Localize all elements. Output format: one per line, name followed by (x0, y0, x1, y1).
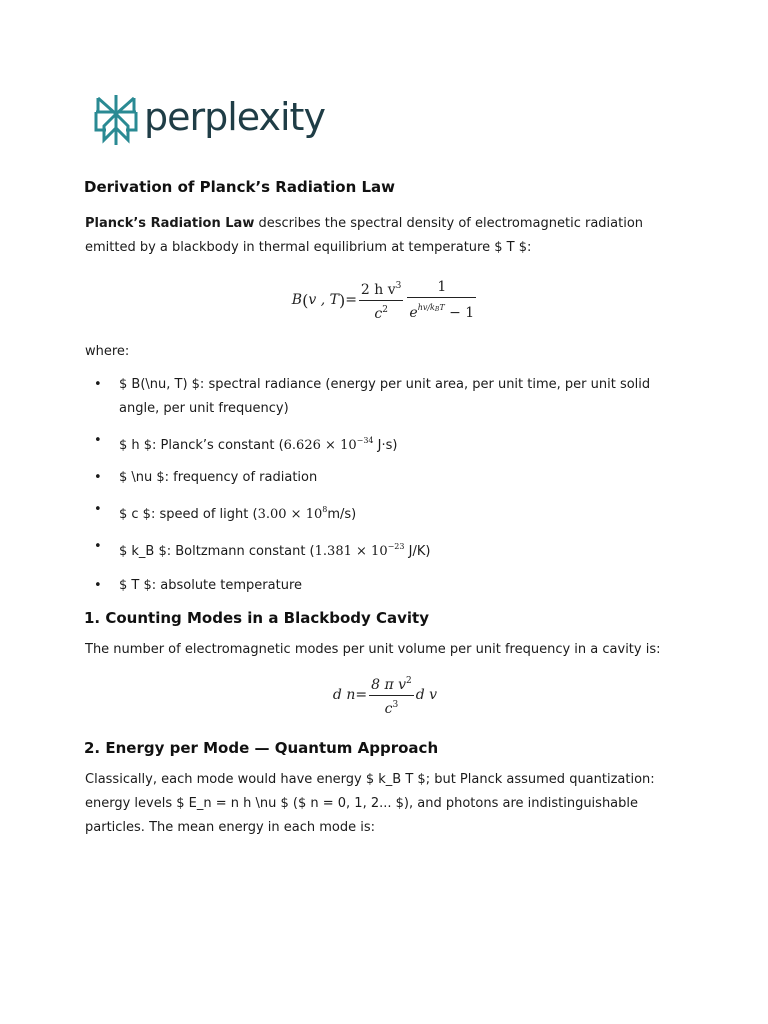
eq-frac2-num: 1 (407, 279, 476, 298)
eq-fraction-2 (407, 279, 476, 322)
eq-modes-num-exp: 2 (406, 675, 412, 686)
intro-bold-term: Planck’s Radiation Law (85, 216, 255, 231)
list-item: • $ T $: absolute temperature (85, 574, 685, 598)
eq-fraction-1 (359, 278, 403, 323)
eq-equals: = (345, 292, 357, 308)
section-1-title: 1. Counting Modes in a Blackbody Cavity (84, 609, 429, 627)
eq-modes-den-exp: 3 (392, 699, 399, 710)
variables-list (85, 373, 685, 598)
list-item: • $ B(\nu, T) $: spectral radiance (energy per unit area, per unit time, per unit solid angle, per unit frequency) (85, 373, 685, 421)
list-item: • $ \nu $: frequency of radiation (85, 466, 685, 490)
eq-modes-num: 8 π v (371, 676, 407, 693)
eq-frac2-exp: hv/k (417, 302, 435, 312)
eq-frac2-den-base: e (409, 304, 418, 321)
eq-modes-lhs: d n (332, 687, 356, 703)
eq-frac2-exp-sub: B (434, 305, 440, 313)
intro-paragraph (85, 212, 685, 260)
document-body (85, 177, 685, 840)
list-item: • $ h $: Planck’s constant ($6.626 \times 10^{-34}$ J·s) (85, 429, 685, 458)
list-item: • $ k_B $: Boltzmann constant ($1.381 \times 10^{-23}$ J/K) (85, 535, 685, 564)
section-2-text: Classically, each mode would have energy $ k_B T $; but Planck assumed quantization: energy levels $ E_n = n h \nu $ ($ n = 0, 1, 2... $), and photons are indistinguishable particles. The mean energy in each mode is: (85, 772, 655, 835)
section-2-title: 2. Energy per Mode — Quantum Approach (84, 739, 439, 757)
eq-lhs-args: v , T (308, 292, 339, 308)
where-label: where: (85, 344, 130, 359)
page-title: Derivation of Planck’s Radiation Law (84, 178, 396, 196)
eq-modes-equals: = (355, 687, 368, 703)
perplexity-logo (94, 94, 325, 146)
eq-modes-fraction (369, 673, 414, 718)
planck-equation: B ( v , T ) = $\frac{2 h v^3}{c^2}$ $\frac{1}{e^{hv/k_BT} - 1}$ (291, 278, 475, 322)
modes-equation (85, 668, 685, 722)
eq-modes-den: c (384, 700, 393, 717)
perplexity-wordmark: perplexity (144, 95, 325, 139)
eq-frac1-num: 2 h v (360, 281, 396, 298)
section-1-text: The number of electromagnetic modes per unit volume per unit frequency in a cavity is: (85, 642, 661, 657)
eq-frac1-num-exp: 3 (395, 280, 402, 291)
eq-frac2-exp-tail: T (439, 302, 445, 312)
intro-text: describes the spectral density of electromagnetic radiation emitted by a blackbody in thermal equilibrium at temperature $ T $: (85, 216, 644, 255)
perplexity-logo-icon (94, 94, 138, 146)
eq-modes-tail: d v (415, 687, 438, 703)
eq-frac1-den-exp: 2 (382, 304, 388, 315)
eq-frac1-den: c (374, 305, 383, 322)
eq-frac2-minus: − 1 (449, 304, 475, 321)
eq-lhs-symbol: B (291, 292, 303, 308)
list-item: • $ c $: speed of light $(3.00 \times 10^8m/s)$ (85, 498, 685, 527)
